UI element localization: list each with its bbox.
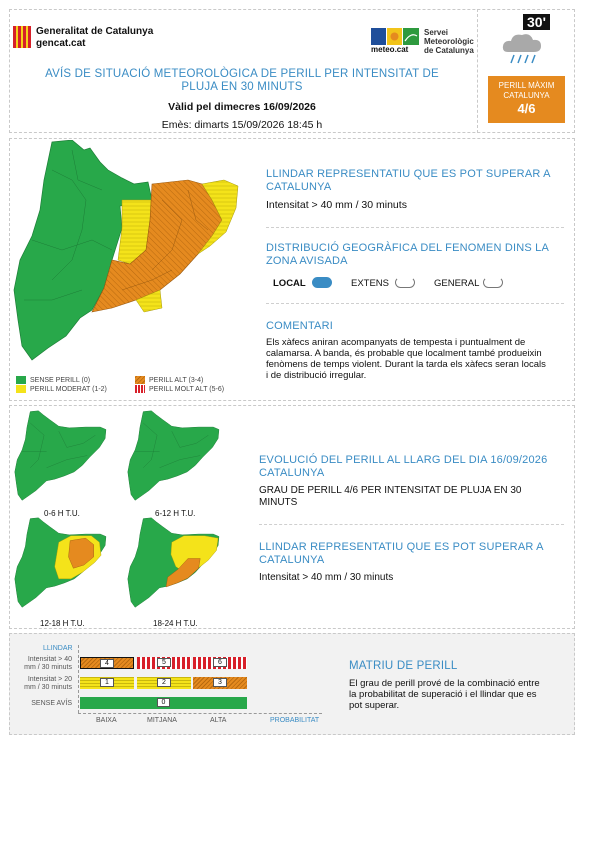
option-local-label: LOCAL xyxy=(273,278,306,289)
threshold2-value: Intensitat > 40 mm / 30 minuts xyxy=(259,572,394,583)
option-general-label: GENERAL xyxy=(434,278,480,289)
period-label: 6-12 H T.U. xyxy=(155,509,196,518)
evolution-title-line1: EVOLUCIÓ DEL PERILL AL LLARG DEL DIA 16/09/2026 xyxy=(259,454,548,466)
map-period-18-24 xyxy=(127,515,223,615)
evolution-title-line2: CATALUNYA xyxy=(259,467,325,479)
matrix-y-axis xyxy=(78,645,79,713)
grade-line2: MINUTS xyxy=(259,497,298,508)
map-period-6-12 xyxy=(127,408,223,508)
max-label-line1: PERILL MÀXIM xyxy=(498,81,555,90)
comments-line: i de distribució irregular. xyxy=(266,370,367,381)
map-period-12-18 xyxy=(14,515,110,615)
comments-line: calamarsa. A banda, és probable que localment també produeixin xyxy=(266,348,542,359)
matrix-row3-label: SENSE AVÍS xyxy=(31,700,72,707)
option-extens-toggle xyxy=(395,277,415,288)
meteo-logo-icon xyxy=(371,28,419,45)
threshold-title-line2: CATALUNYA xyxy=(266,181,332,193)
gov-site: gencat.cat xyxy=(36,38,86,49)
period-label: 12-18 H T.U. xyxy=(40,619,85,628)
matrix-row2-label: Intensitat > 20 mm / 30 minuts xyxy=(24,676,72,691)
option-general-toggle xyxy=(483,277,503,288)
warning-title-line1: AVÍS DE SITUACIÓ METEOROLÒGICA DE PERILL PER INTENSITAT DE xyxy=(45,68,439,80)
matrix-title: MATRIU DE PERILL xyxy=(349,660,458,672)
servei-line1: Servei xyxy=(424,28,449,37)
max-value: 4/6 xyxy=(517,101,536,116)
grade-line1: GRAU DE PERILL 4/6 PER INTENSITAT DE PLUJA EN 30 xyxy=(259,485,522,496)
matrix-cell-molt-alt: 6 xyxy=(193,657,247,669)
matrix-desc-line: pot superar. xyxy=(349,700,400,711)
rain-cloud-icon xyxy=(500,30,552,66)
threshold-title-line1: LLINDAR REPRESENTATIU QUE ES POT SUPERAR A xyxy=(266,168,551,180)
warning-title-line2: PLUJA EN 30 MINUTS xyxy=(181,81,303,93)
divider xyxy=(266,303,564,304)
matrix-cell-alt: 3 xyxy=(193,677,247,689)
threshold2-title-line2: CATALUNYA xyxy=(259,554,325,566)
distribution-title-line2: ZONA AVISADA xyxy=(266,255,348,267)
map-period-0-6 xyxy=(14,408,110,508)
period-label: 0-6 H T.U. xyxy=(44,509,80,518)
matrix-cell-moderat: 2 xyxy=(137,677,191,689)
gov-name: Generalitat de Catalunya xyxy=(36,26,154,37)
comments-title: COMENTARI xyxy=(266,320,333,332)
legend-molt-alt: PERILL MOLT ALT (5-6) xyxy=(135,385,224,393)
matrix-desc-line: la probabilitat de superació i el llindar que es xyxy=(349,689,537,700)
servei-line3: de Catalunya xyxy=(424,46,474,55)
max-danger-badge xyxy=(488,76,565,123)
matrix-llindar-label: LLINDAR xyxy=(43,645,73,652)
period-label: 18-24 H T.U. xyxy=(153,619,198,628)
option-extens-label: EXTENS xyxy=(351,278,390,289)
option-local-toggle xyxy=(312,277,332,288)
divider xyxy=(266,227,564,228)
legend-sense: SENSE PERILL (0) xyxy=(16,376,90,384)
matrix-cell-alt: 4 xyxy=(80,657,134,669)
matrix-desc-line: El grau de perill prové de la combinació entre xyxy=(349,678,540,689)
distribution-title-line1: DISTRIBUCIÓ GEOGRÀFICA DEL FENOMEN DINS LA xyxy=(266,242,550,254)
threshold-value: Intensitat > 40 mm / 30 minuts xyxy=(266,199,407,211)
matrix-row1-label: Intensitat > 40 mm / 30 minuts xyxy=(24,656,72,671)
badge-time: 30' xyxy=(523,14,550,30)
meteo-logo-text: meteo.cat xyxy=(371,45,409,54)
comments-line: fenòmens de temps violent. Durant la tarda els xàfecs seran locals xyxy=(266,359,546,370)
legend-alt: PERILL ALT (3-4) xyxy=(135,376,203,384)
matrix-col-mitjana: MITJANA xyxy=(147,717,177,724)
validity-date: Vàlid pel dimecres 16/09/2026 xyxy=(168,101,316,113)
matrix-prob-label: PROBABILITAT xyxy=(270,717,320,724)
catalonia-map xyxy=(12,140,248,372)
meteo-logo xyxy=(371,28,419,54)
comments-line: Els xàfecs aniran acompanyats de tempesta i puntualment de xyxy=(266,337,526,348)
matrix-cell-molt-alt: 5 xyxy=(137,657,191,669)
matrix-col-baixa: BAIXA xyxy=(96,717,117,724)
matrix-col-alta: ALTA xyxy=(210,717,227,724)
servei-line2: Meteorològic xyxy=(424,37,474,46)
matrix-cell-sense: 0 xyxy=(80,697,247,709)
issued-date: Emès: dimarts 15/09/2026 18:45 h xyxy=(161,119,323,131)
generalitat-logo-icon xyxy=(13,26,31,48)
rain-30min-badge xyxy=(500,14,552,66)
legend-moderat: PERILL MODERAT (1-2) xyxy=(16,385,107,393)
matrix-cell-moderat: 1 xyxy=(80,677,134,689)
matrix-x-axis xyxy=(78,713,322,714)
threshold2-title-line1: LLINDAR REPRESENTATIU QUE ES POT SUPERAR A xyxy=(259,541,544,553)
max-label-line2: CATALUNYA xyxy=(503,91,550,100)
divider xyxy=(259,524,564,525)
